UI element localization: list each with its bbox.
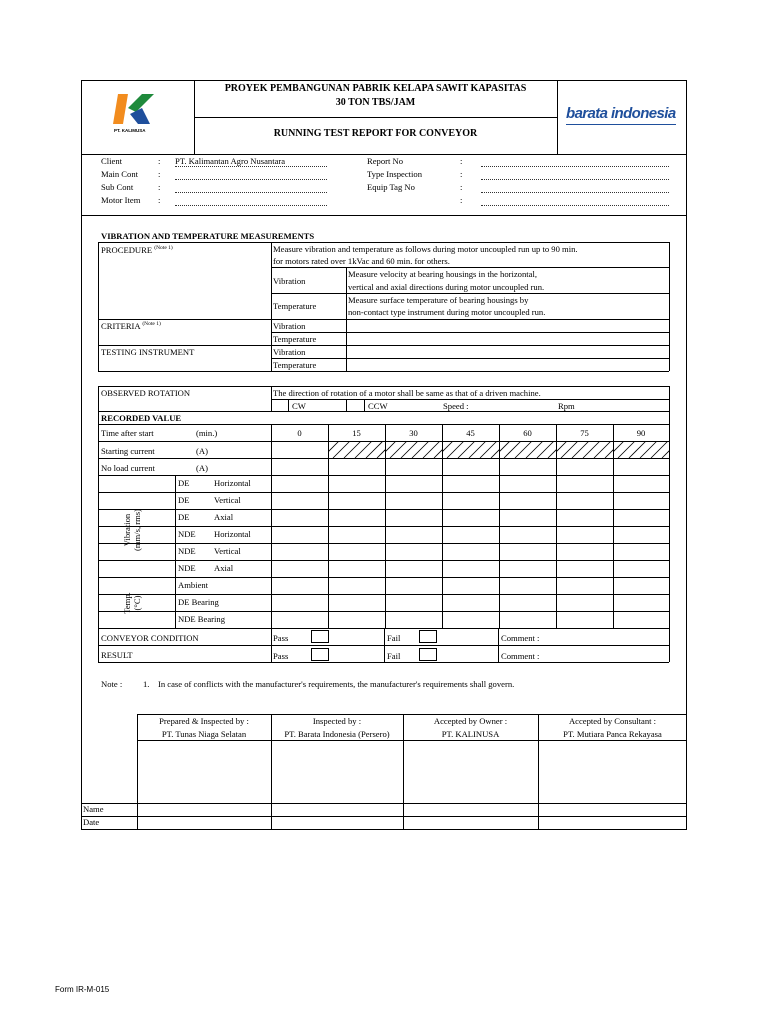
main-cont-colon: :	[158, 169, 161, 179]
motor-item-label: Motor Item	[101, 195, 141, 205]
header-divider-right	[557, 80, 558, 154]
measurement-cell[interactable]	[557, 595, 612, 610]
measurement-cell[interactable]	[443, 476, 498, 491]
proc-line-b	[271, 293, 669, 294]
hatch-pattern-icon	[328, 441, 385, 458]
starting-current-hatched-cell	[328, 441, 385, 458]
measurement-cell[interactable]	[614, 493, 668, 508]
conveyor-pass-label: Pass	[273, 633, 289, 643]
result-fail-label: Fail	[387, 651, 401, 661]
measurement-cell[interactable]	[329, 612, 384, 627]
measurement-cell[interactable]	[557, 578, 612, 593]
measurement-cell[interactable]	[557, 476, 612, 491]
sig-owner-org: PT. KALINUSA	[441, 729, 500, 739]
form-code: Form IR-M-015	[55, 985, 110, 994]
time-header-0: 0	[297, 428, 302, 438]
vib-position-5: NDE	[178, 563, 196, 573]
measurement-cell[interactable]	[443, 595, 498, 610]
hatch-pattern-icon	[499, 441, 556, 458]
temp-axis-label	[123, 573, 147, 633]
measurement-cell[interactable]	[272, 561, 327, 576]
criteria-label	[101, 322, 161, 331]
measurement-cell[interactable]	[614, 527, 668, 542]
measurement-cell[interactable]	[272, 442, 327, 457]
header-mid-line	[194, 117, 557, 118]
rpm-label: Rpm	[558, 401, 575, 411]
measurement-cell[interactable]	[500, 476, 555, 491]
client-label: Client	[101, 156, 123, 166]
procedure-vibration-text-1: Measure velocity at bearing housings in the horizontal,	[348, 269, 538, 279]
measurement-cell[interactable]	[500, 544, 555, 559]
vib-position-1: DE	[178, 495, 190, 505]
measurement-cell[interactable]	[386, 510, 441, 525]
measurement-cell[interactable]	[386, 493, 441, 508]
proc-bottom-line	[98, 371, 669, 372]
vibration-axis-label	[123, 475, 147, 585]
sig-name-top-line	[81, 803, 687, 804]
client-value[interactable]: PT. Kalimantan Agro Nusantara	[175, 156, 286, 166]
sig-owner-role: Accepted by Owner :	[433, 716, 508, 726]
measurement-cell[interactable]	[329, 476, 384, 491]
note-label: Note :	[101, 679, 123, 689]
sig-consultant-signature-field[interactable]	[539, 741, 686, 802]
extra-colon: :	[460, 195, 463, 205]
grid-col-line	[384, 628, 385, 662]
sig-prepared-org: PT. Tunas Niaga Selatan	[161, 729, 247, 739]
vib-direction-0: Horizontal	[214, 478, 251, 488]
measurement-cell[interactable]	[443, 459, 498, 474]
rot-vl-3	[669, 386, 670, 411]
starting-current-hatched-cell	[499, 441, 556, 458]
starting-current-hatched-cell	[442, 441, 499, 458]
vibration-axis-unit: (mm/s, rms)	[131, 509, 142, 552]
measurement-cell[interactable]	[386, 612, 441, 627]
main-cont-label: Main Cont	[101, 169, 139, 179]
testing-instrument-label: TESTING INSTRUMENT	[101, 347, 195, 357]
measurement-cell[interactable]	[386, 561, 441, 576]
measurement-cell[interactable]	[272, 493, 327, 508]
vib-direction-1: Vertical	[214, 495, 241, 505]
sig-date-top-line	[81, 816, 687, 817]
criteria-vibration-field[interactable]	[347, 320, 668, 331]
grid-col-line	[271, 628, 272, 662]
procedure-vibration-text-2: vertical and axial directions during motor uncoupled run.	[348, 282, 545, 292]
vib-position-3: NDE	[178, 529, 196, 539]
motor-item-field[interactable]	[175, 205, 327, 206]
conveyor-comment-field[interactable]	[548, 630, 668, 643]
report-title: RUNNING TEST REPORT FOR CONVEYOR	[273, 128, 478, 139]
measurement-cell[interactable]	[329, 595, 384, 610]
procedure-text-2: for motors rated over 1kVac and 60 min. for others.	[273, 256, 450, 266]
conveyor-fail-label: Fail	[387, 633, 401, 643]
measurement-cell[interactable]	[500, 561, 555, 576]
barata-logo-underline	[566, 124, 676, 125]
hatch-pattern-icon	[613, 441, 669, 458]
measurement-cell[interactable]	[443, 527, 498, 542]
sig-prepared-signature-field[interactable]	[138, 741, 270, 802]
sig-owner-signature-field[interactable]	[404, 741, 537, 802]
cw-checkbox[interactable]	[272, 400, 287, 410]
measurement-cell[interactable]	[272, 595, 327, 610]
hatch-pattern-icon	[442, 441, 499, 458]
measurement-cell[interactable]	[557, 493, 612, 508]
sub-cont-field[interactable]	[175, 192, 327, 193]
sig-prepared-role: Prepared & Inspected by :	[159, 716, 249, 726]
time-header-60: 60	[523, 428, 532, 438]
measurement-cell[interactable]	[329, 510, 384, 525]
starting-current-label: Starting current	[101, 446, 155, 456]
report-no-colon: :	[460, 156, 463, 166]
measurement-cell[interactable]	[272, 459, 327, 474]
name-row-label: Name	[83, 804, 104, 814]
time-header-15: 15	[352, 428, 361, 438]
measurement-cell[interactable]	[500, 612, 555, 627]
grid-row-line	[98, 411, 669, 412]
measurement-cell[interactable]	[386, 459, 441, 474]
rot-vl-1	[98, 386, 99, 411]
measurement-cell[interactable]	[500, 510, 555, 525]
sig-consultant-org: PT. Mutiara Panca Rekayasa	[563, 729, 662, 739]
time-header-75: 75	[580, 428, 589, 438]
sub-cont-label: Sub Cont	[101, 182, 134, 192]
measurement-cell[interactable]	[500, 493, 555, 508]
measurement-cell[interactable]	[443, 510, 498, 525]
note-number: 1.	[143, 679, 150, 689]
time-header-90: 90	[636, 428, 646, 438]
measurement-cell[interactable]	[386, 527, 441, 542]
criteria-note-ref: (Note 1)	[142, 321, 161, 327]
header-bottom-line	[81, 154, 687, 155]
measurement-cell[interactable]	[614, 544, 668, 559]
measurement-cell[interactable]	[614, 459, 668, 474]
conveyor-condition-label: CONVEYOR CONDITION	[101, 633, 199, 643]
conveyor-comment-label: Comment :	[501, 633, 540, 643]
measurement-cell[interactable]	[557, 510, 612, 525]
measurement-cell[interactable]	[500, 595, 555, 610]
procedure-temperature-text-1: Measure surface temperature of bearing housings by	[348, 295, 529, 305]
equip-tag-label: Equip Tag No	[367, 182, 415, 192]
rot-vl-cw-left	[288, 399, 289, 411]
report-no-field[interactable]	[481, 166, 669, 167]
criteria-vibration-label: Vibration	[273, 321, 306, 331]
instrument-temperature-label: Temperature	[273, 360, 317, 370]
criteria-temperature-label: Temperature	[273, 334, 317, 344]
equip-tag-field[interactable]	[481, 192, 669, 193]
result-label: RESULT	[101, 650, 133, 660]
procedure-label-text: PROCEDURE	[101, 245, 153, 255]
measurement-cell[interactable]	[557, 561, 612, 576]
measurement-cell[interactable]	[557, 459, 612, 474]
sig-inspected-org: PT. Barata Indonesia (Persero)	[284, 729, 390, 739]
speed-label: Speed :	[443, 401, 469, 411]
grid-row-line	[98, 662, 669, 663]
measurement-cell[interactable]	[272, 476, 327, 491]
sig-consultant-role: Accepted by Consultant :	[568, 716, 657, 726]
measurement-cell[interactable]	[386, 544, 441, 559]
measurement-cell[interactable]	[386, 595, 441, 610]
starting-current-hatched-cell	[556, 441, 613, 458]
instrument-vibration-field[interactable]	[347, 346, 668, 357]
report-no-label: Report No	[367, 156, 404, 166]
measurement-cell[interactable]	[329, 578, 384, 593]
vibration-section-title: VIBRATION AND TEMPERATURE MEASUREMENTS	[101, 231, 315, 241]
note-text: In case of conflicts with the manufacturer's requirements, the manufacturer's requirements shall govern.	[158, 679, 515, 689]
type-inspection-field[interactable]	[481, 179, 669, 180]
criteria-label-text: CRITERIA	[101, 321, 141, 331]
temp-axis-unit: (°C)	[131, 595, 142, 611]
result-fail-checkbox[interactable]	[419, 648, 437, 661]
vib-direction-3: Horizontal	[214, 529, 251, 539]
measurement-cell[interactable]	[557, 544, 612, 559]
procedure-text-1: Measure vibration and temperature as follows during motor uncoupled run up to 90 min.	[273, 244, 578, 254]
observed-rotation-label: OBSERVED ROTATION	[101, 388, 191, 398]
proc-vl-1	[98, 242, 99, 371]
measurement-cell[interactable]	[386, 578, 441, 593]
proc-top-line	[98, 242, 669, 243]
cw-label: CW	[292, 401, 306, 411]
grid-row-line	[98, 424, 669, 425]
measurement-cell[interactable]	[329, 527, 384, 542]
rot-mid-line	[271, 399, 669, 400]
measurement-cell[interactable]	[500, 578, 555, 593]
project-title-line1: PROYEK PEMBANGUNAN PABRIK KELAPA SAWIT KAPASITAS	[224, 83, 527, 94]
project-title-line2: 30 TON TBS/JAM	[335, 97, 416, 108]
type-inspection-label: Type Inspection	[367, 169, 423, 179]
proc-line-a	[271, 267, 669, 268]
speed-field[interactable]	[478, 400, 553, 410]
measurement-cell[interactable]	[500, 459, 555, 474]
equip-tag-colon: :	[460, 182, 463, 192]
time-after-start-label: Time after start	[101, 428, 154, 438]
measurement-cell[interactable]	[272, 510, 327, 525]
procedure-label	[101, 246, 173, 255]
procedure-temperature-text-2: non-contact type instrument during motor uncoupled run.	[348, 307, 546, 317]
extra-field[interactable]	[481, 205, 669, 206]
measurement-cell[interactable]	[500, 527, 555, 542]
vib-position-0: DE	[178, 478, 190, 488]
result-pass-checkbox[interactable]	[311, 648, 329, 661]
ccw-checkbox[interactable]	[347, 400, 363, 410]
measurement-cell[interactable]	[329, 544, 384, 559]
measurement-cell[interactable]	[272, 578, 327, 593]
measurement-cell[interactable]	[386, 476, 441, 491]
vib-position-4: NDE	[178, 546, 196, 556]
motor-item-colon: :	[158, 195, 161, 205]
grid-col-line	[175, 475, 176, 628]
time-header-45: 45	[466, 428, 475, 438]
measurement-cell[interactable]	[443, 612, 498, 627]
result-comment-field[interactable]	[548, 648, 668, 661]
type-inspection-colon: :	[460, 169, 463, 179]
measurement-cell[interactable]	[614, 476, 668, 491]
sig-inspected-signature-field[interactable]	[272, 741, 402, 802]
client-line	[175, 166, 327, 167]
proc-vl-2	[271, 242, 272, 371]
info-bottom-line	[81, 215, 687, 216]
time-unit: (min.)	[196, 428, 218, 438]
starting-current-hatched-cell	[385, 441, 442, 458]
vib-direction-4: Vertical	[214, 546, 241, 556]
observed-rotation-text: The direction of rotation of a motor shall be same as that of a driven machine.	[273, 388, 541, 398]
conveyor-pass-checkbox[interactable]	[311, 630, 329, 643]
temp-row-2: NDE Bearing	[178, 614, 226, 624]
procedure-note-ref: (Note 1)	[154, 245, 173, 251]
hatch-pattern-icon	[556, 441, 613, 458]
measurement-cell[interactable]	[443, 561, 498, 576]
measurement-cell[interactable]	[443, 578, 498, 593]
grid-col-line	[669, 411, 670, 662]
sig-top-line	[137, 714, 687, 715]
instrument-temperature-field[interactable]	[347, 359, 668, 370]
measurement-cell[interactable]	[329, 561, 384, 576]
measurement-cell[interactable]	[329, 493, 384, 508]
vib-direction-2: Axial	[214, 512, 234, 522]
barata-logo: barata indonesia	[566, 105, 676, 122]
date-row-label: Date	[83, 817, 100, 827]
grid-col-line	[98, 411, 99, 662]
kalinusa-logo-text: PT. KALIMUSA	[114, 128, 146, 133]
starting-current-unit: (A)	[196, 446, 208, 456]
conveyor-fail-checkbox[interactable]	[419, 630, 437, 643]
time-header-30: 30	[409, 428, 418, 438]
vib-direction-5: Axial	[214, 563, 234, 573]
criteria-temperature-field[interactable]	[347, 333, 668, 344]
main-cont-field[interactable]	[175, 179, 327, 180]
temp-axis-title: Temp.	[122, 592, 132, 614]
measurement-cell[interactable]	[614, 561, 668, 576]
grid-col-line	[498, 628, 499, 662]
result-comment-label: Comment :	[501, 651, 540, 661]
measurement-cell[interactable]	[329, 459, 384, 474]
result-pass-label: Pass	[273, 651, 289, 661]
rot-vl-ccw-left	[364, 399, 365, 411]
instrument-vibration-label: Vibration	[273, 347, 306, 357]
measurement-cell[interactable]	[614, 578, 668, 593]
sub-cont-colon: :	[158, 182, 161, 192]
no-load-current-label: No load current	[101, 463, 155, 473]
procedure-vibration-label: Vibration	[273, 276, 306, 286]
sig-inspected-role: Inspected by :	[312, 716, 362, 726]
procedure-temperature-label: Temperature	[273, 301, 317, 311]
measurement-cell[interactable]	[614, 510, 668, 525]
starting-current-hatched-cell	[613, 441, 669, 458]
vibration-axis-title: Vibration	[122, 513, 132, 547]
temp-row-1: DE Bearing	[178, 597, 219, 607]
client-colon: :	[158, 156, 161, 166]
measurement-cell[interactable]	[272, 527, 327, 542]
measurement-cell[interactable]	[557, 612, 612, 627]
measurement-cell[interactable]	[614, 612, 668, 627]
measurement-cell[interactable]	[272, 544, 327, 559]
rot-top-line	[98, 386, 669, 387]
measurement-cell[interactable]	[272, 612, 327, 627]
recorded-value-label: RECORDED VALUE	[101, 413, 182, 423]
no-load-current-unit: (A)	[196, 463, 208, 473]
vib-position-2: DE	[178, 512, 190, 522]
ccw-label: CCW	[368, 401, 388, 411]
measurement-cell[interactable]	[443, 493, 498, 508]
proc-vl-4	[669, 242, 670, 371]
measurement-cell[interactable]	[614, 595, 668, 610]
measurement-cell[interactable]	[443, 544, 498, 559]
hatch-pattern-icon	[385, 441, 442, 458]
measurement-cell[interactable]	[557, 527, 612, 542]
temp-row-0: Ambient	[178, 580, 209, 590]
